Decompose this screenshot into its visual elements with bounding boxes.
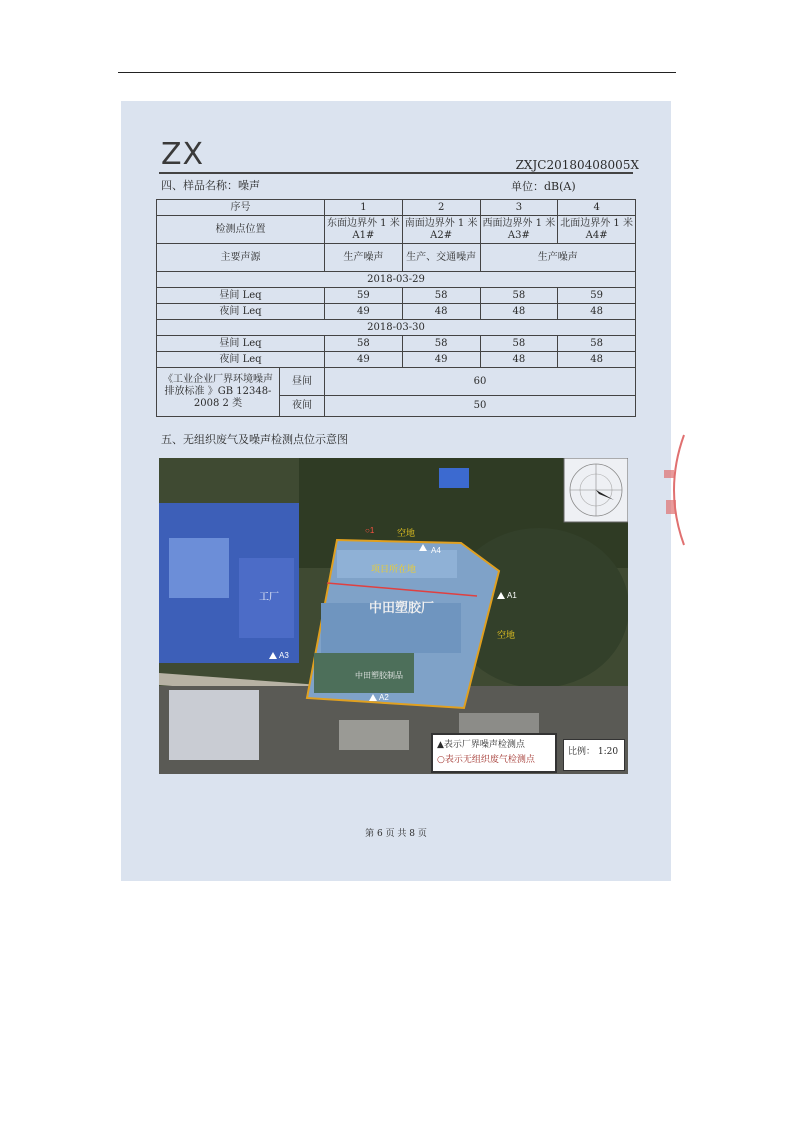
table-row bbox=[157, 216, 636, 244]
table-row bbox=[157, 244, 636, 272]
location-cell: 北面边界外 1 米 A4# bbox=[558, 216, 636, 244]
day-label: 昼间 Leq bbox=[157, 288, 325, 304]
value-cell: 59 bbox=[558, 288, 636, 304]
map-label-plant: 中田塑胶厂 bbox=[369, 600, 435, 615]
legend-gas-point: ○表示无组织废气检测点 bbox=[437, 755, 535, 765]
date-row: 2018-03-30 bbox=[157, 320, 636, 336]
page-top-rule bbox=[118, 72, 676, 73]
legend-noise-point: ▲表示厂界噪声检测点 bbox=[437, 740, 525, 750]
map-label-open-land: 空地 bbox=[397, 528, 416, 538]
location-cell: 东面边界外 1 米 A1# bbox=[325, 216, 403, 244]
site-map bbox=[159, 458, 628, 774]
value-cell: 48 bbox=[558, 352, 636, 368]
seq-cell: 4 bbox=[558, 200, 636, 216]
std-night-value: 50 bbox=[325, 396, 636, 417]
std-day-label: 昼间 bbox=[280, 368, 325, 396]
map-legend bbox=[431, 733, 557, 773]
standard-label: 《工业企业厂界环境噪声排放标准 》GB 12348-2008 2 类 bbox=[157, 368, 280, 417]
document-number: ZXJC20180408005X bbox=[515, 158, 639, 172]
source-cell: 生产噪声 bbox=[480, 244, 636, 272]
value-cell: 58 bbox=[325, 336, 403, 352]
company-logo: ZX bbox=[161, 137, 205, 172]
map-label-a4: A4 bbox=[431, 546, 441, 555]
noise-table bbox=[156, 199, 636, 417]
value-cell: 58 bbox=[402, 336, 480, 352]
map-label-project: 项目所在地 bbox=[371, 564, 417, 574]
value-cell: 58 bbox=[480, 288, 558, 304]
scanned-page bbox=[121, 101, 671, 881]
table-row bbox=[157, 272, 636, 288]
value-cell: 48 bbox=[558, 304, 636, 320]
value-cell: 49 bbox=[325, 304, 403, 320]
unit-label: 单位：dB(A) bbox=[511, 180, 576, 193]
map-label-gate: 中田塑胶制品 bbox=[355, 671, 403, 680]
std-day-value: 60 bbox=[325, 368, 636, 396]
map-label-open-land: 空地 bbox=[497, 630, 516, 640]
map-scale: 比例： 1:20 bbox=[563, 739, 625, 771]
table-row bbox=[157, 336, 636, 352]
section4-title: 四、样品名称：噪声 bbox=[161, 179, 260, 192]
table-row bbox=[157, 352, 636, 368]
map-label-a3: A3 bbox=[279, 651, 289, 660]
page-footer: 第 6 页 共 8 页 bbox=[365, 829, 427, 839]
value-cell: 58 bbox=[558, 336, 636, 352]
header-rule bbox=[159, 172, 633, 174]
table-row bbox=[157, 304, 636, 320]
value-cell: 58 bbox=[402, 288, 480, 304]
value-cell: 48 bbox=[402, 304, 480, 320]
location-cell: 南面边界外 1 米 A2# bbox=[402, 216, 480, 244]
red-stamp-fragment bbox=[654, 430, 694, 550]
seq-header: 序号 bbox=[157, 200, 325, 216]
section5-title: 五、无组织废气及噪声检测点位示意图 bbox=[161, 433, 348, 446]
value-cell: 48 bbox=[480, 352, 558, 368]
night-label: 夜间 Leq bbox=[157, 304, 325, 320]
std-night-label: 夜间 bbox=[280, 396, 325, 417]
day-label: 昼间 Leq bbox=[157, 336, 325, 352]
table-row bbox=[157, 288, 636, 304]
date-row: 2018-03-29 bbox=[157, 272, 636, 288]
value-cell: 59 bbox=[325, 288, 403, 304]
value-cell: 49 bbox=[402, 352, 480, 368]
value-cell: 58 bbox=[480, 336, 558, 352]
map-label-factory: 工厂 bbox=[259, 592, 279, 603]
location-cell: 西面边界外 1 米 A3# bbox=[480, 216, 558, 244]
table-row bbox=[157, 320, 636, 336]
night-label: 夜间 Leq bbox=[157, 352, 325, 368]
value-cell: 49 bbox=[325, 352, 403, 368]
seq-cell: 1 bbox=[325, 200, 403, 216]
value-cell: 48 bbox=[480, 304, 558, 320]
map-label-gas-point: ○1 bbox=[365, 526, 375, 535]
map-label-a2: A2 bbox=[379, 693, 389, 702]
satellite-image bbox=[159, 458, 628, 774]
source-cell: 生产、交通噪声 bbox=[402, 244, 480, 272]
source-cell: 生产噪声 bbox=[325, 244, 403, 272]
location-header: 检测点位置 bbox=[157, 216, 325, 244]
table-row bbox=[157, 368, 636, 396]
seq-cell: 3 bbox=[480, 200, 558, 216]
seq-cell: 2 bbox=[402, 200, 480, 216]
source-header: 主要声源 bbox=[157, 244, 325, 272]
map-label-a1: A1 bbox=[507, 591, 517, 600]
table-row bbox=[157, 200, 636, 216]
